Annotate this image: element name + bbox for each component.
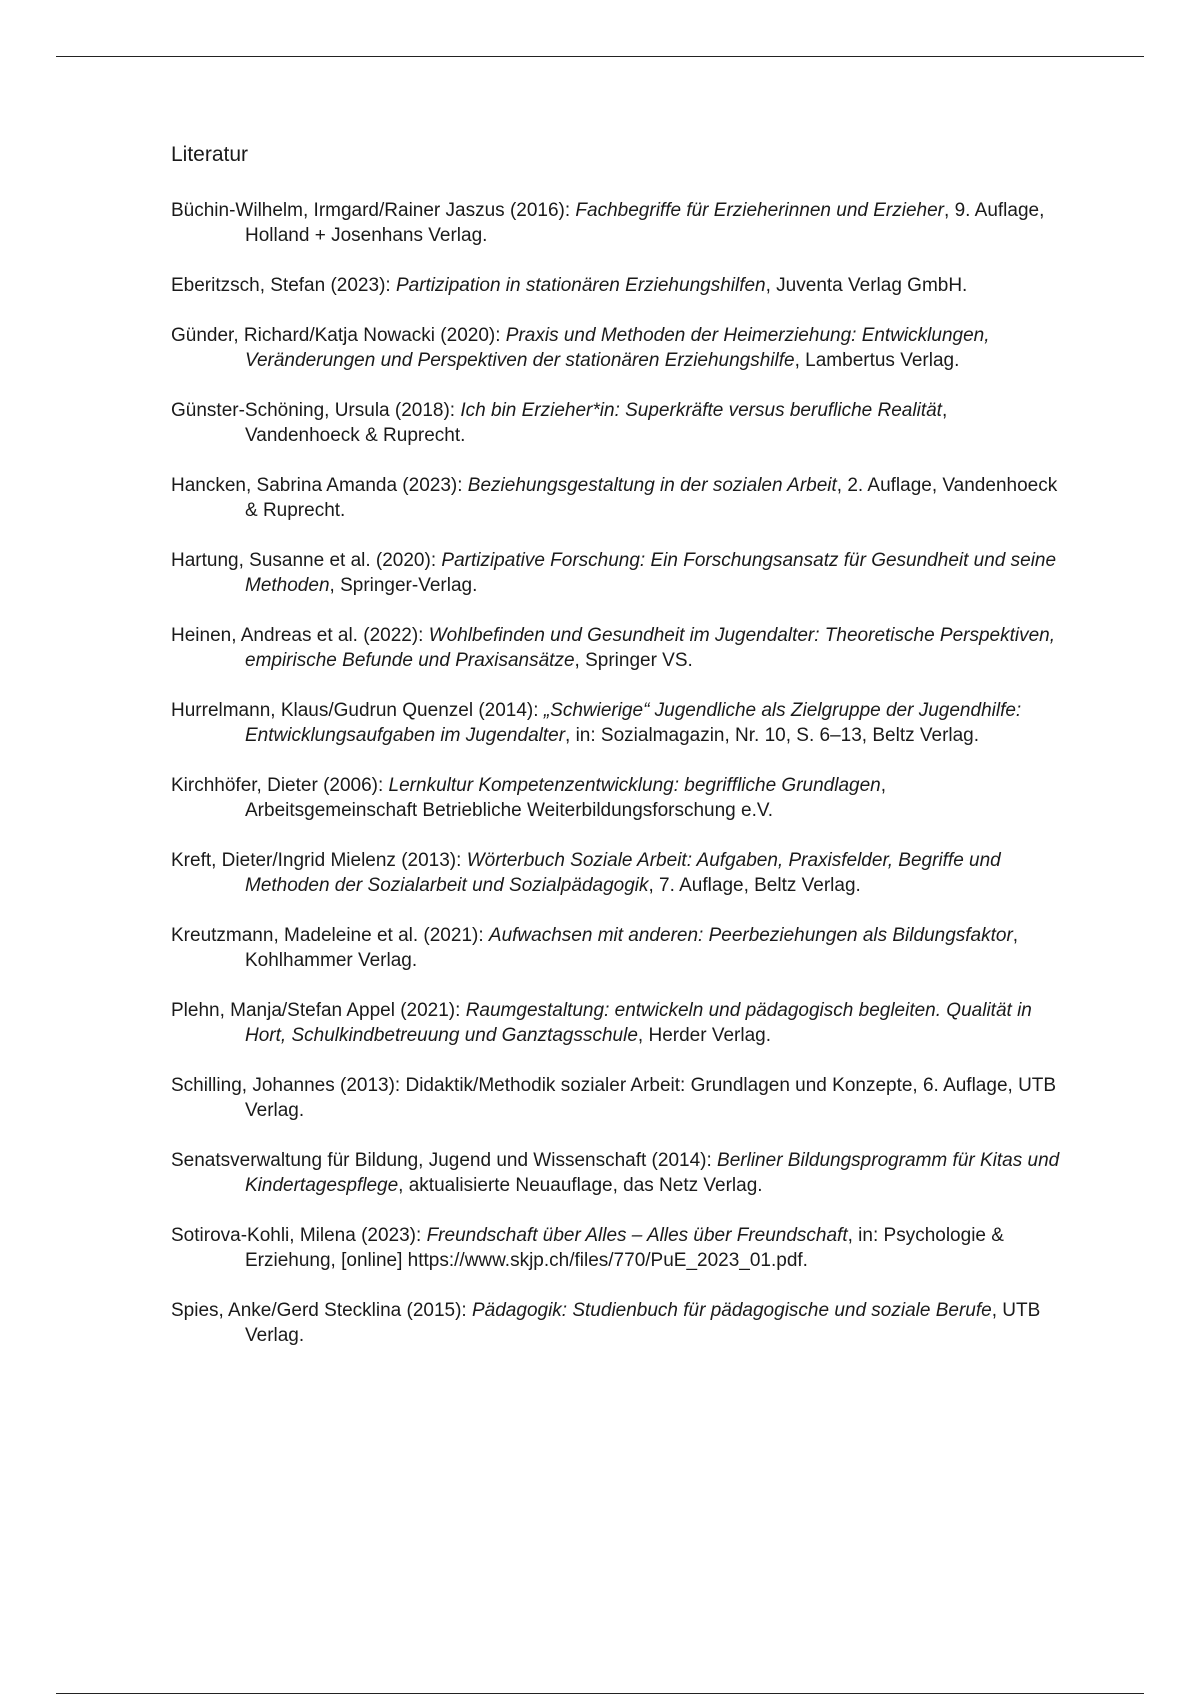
reference-author: Sotirova-Kohli, Milena (2023):: [171, 1225, 427, 1246]
reference-title: Beziehungsgestaltung in der sozialen Arbeit: [467, 475, 837, 496]
reference-details: , UTB Verlag.: [245, 1300, 1041, 1346]
reference-details: , 9. Auflage, Holland + Josenhans Verlag.: [245, 200, 1045, 246]
reference-entry: [171, 1223, 1061, 1273]
reference-title: Partizipation in stationären Erziehungshilfen: [395, 275, 766, 296]
reference-title: Praxis und Methoden der Heimerziehung: Entwicklungen, Veränderungen und Perspektiven der stationären Erziehungshilfe: [245, 325, 990, 371]
reference-details: , Lambertus Verlag.: [794, 350, 960, 371]
footer-rule: [56, 1693, 1144, 1694]
reference-title: Fachbegriffe für Erzieherinnen und Erzieher: [575, 200, 945, 221]
reference-author: Schilling, Johannes (2013): Didaktik/Methodik sozialer Arbeit: Grundlagen und Konzepte, 6. Auflage, UTB Verlag.: [171, 1075, 1057, 1121]
reference-title: Pädagogik: Studienbuch für pädagogische und soziale Berufe: [472, 1300, 992, 1321]
reference-title: Ich bin Erzieher*in: Superkräfte versus berufliche Realität: [460, 400, 942, 421]
reference-entry: [171, 848, 1061, 898]
reference-entry: [171, 398, 1061, 448]
reference-author: Heinen, Andreas et al. (2022):: [171, 625, 429, 646]
reference-list: [171, 198, 1061, 1348]
page-content: [171, 143, 1061, 1373]
reference-details: , Springer VS.: [574, 650, 693, 671]
reference-author: Kreutzmann, Madeleine et al. (2021):: [171, 925, 489, 946]
reference-entry: [171, 198, 1061, 248]
reference-title: „Schwierige“ Jugendliche als Zielgruppe der Jugendhilfe: Entwicklungsaufgaben im Jugendalter: [245, 700, 1022, 746]
reference-entry: [171, 1073, 1061, 1123]
reference-author: Hancken, Sabrina Amanda (2023):: [171, 475, 468, 496]
reference-entry: [171, 1148, 1061, 1198]
reference-author: Hurrelmann, Klaus/Gudrun Quenzel (2014):: [171, 700, 544, 721]
reference-entry: [171, 273, 1061, 298]
reference-author: Plehn, Manja/Stefan Appel (2021):: [171, 1000, 466, 1021]
reference-entry: [171, 773, 1061, 823]
reference-entry: [171, 923, 1061, 973]
reference-entry: [171, 473, 1061, 523]
reference-author: Kirchhöfer, Dieter (2006):: [171, 775, 389, 796]
reference-author: Günder, Richard/Katja Nowacki (2020):: [171, 325, 506, 346]
reference-title: Berliner Bildungsprogramm für Kitas und Kindertagespflege: [245, 1150, 1060, 1196]
reference-details: , aktualisierte Neuauflage, das Netz Verlag.: [398, 1175, 763, 1196]
reference-title: Lernkultur Kompetenzentwicklung: begriffliche Grundlagen: [388, 775, 881, 796]
reference-entry: [171, 998, 1061, 1048]
reference-details: , Vandenhoeck & Ruprecht.: [245, 400, 948, 446]
reference-entry: [171, 698, 1061, 748]
reference-details: , in: Sozialmagazin, Nr. 10, S. 6–13, Beltz Verlag.: [565, 725, 980, 746]
reference-details: , Arbeitsgemeinschaft Betriebliche Weiterbildungsforschung e.V.: [245, 775, 887, 821]
reference-details: , Juventa Verlag GmbH.: [765, 275, 968, 296]
reference-title: Freundschaft über Alles – Alles über Freundschaft: [426, 1225, 848, 1246]
reference-entry: [171, 623, 1061, 673]
reference-title: Partizipative Forschung: Ein Forschungsansatz für Gesundheit und seine Methoden: [245, 550, 1057, 596]
reference-title: Raumgestaltung: entwickeln und pädagogisch begleiten. Qualität in Hort, Schulkindbetreuung und Ganztagsschule: [245, 1000, 1032, 1046]
reference-details: , in: Psychologie & Erziehung, [online] https://www.skjp.ch/files/770/PuE_2023_01.pdf.: [245, 1225, 1004, 1271]
reference-details: , Springer-Verlag.: [329, 575, 478, 596]
reference-details: , Herder Verlag.: [637, 1025, 771, 1046]
reference-entry: [171, 1298, 1061, 1348]
reference-details: , 2. Auflage, Vandenhoeck & Ruprecht.: [245, 475, 1058, 521]
reference-details: , 7. Auflage, Beltz Verlag.: [648, 875, 861, 896]
reference-author: Eberitzsch, Stefan (2023):: [171, 275, 396, 296]
header-rule: [56, 56, 1144, 57]
reference-author: Spies, Anke/Gerd Stecklina (2015):: [171, 1300, 472, 1321]
reference-author: Büchin-Wilhelm, Irmgard/Rainer Jaszus (2016):: [171, 200, 576, 221]
reference-title: Wohlbefinden und Gesundheit im Jugendalter: Theoretische Perspektiven, empirische Befunde und Praxisansätze: [245, 625, 1056, 671]
reference-author: Senatsverwaltung für Bildung, Jugend und Wissenschaft (2014):: [171, 1150, 718, 1171]
page-title: Literatur: [171, 143, 249, 166]
reference-entry: [171, 323, 1061, 373]
reference-title: Wörterbuch Soziale Arbeit: Aufgaben, Praxisfelder, Begriffe und Methoden der Sozialarbeit und Sozialpädagogik: [245, 850, 1001, 896]
reference-details: , Kohlhammer Verlag.: [245, 925, 1019, 971]
reference-entry: [171, 548, 1061, 598]
reference-author: Kreft, Dieter/Ingrid Mielenz (2013):: [171, 850, 467, 871]
reference-author: Günster-Schöning, Ursula (2018):: [171, 400, 461, 421]
reference-author: Hartung, Susanne et al. (2020):: [171, 550, 442, 571]
reference-title: Aufwachsen mit anderen: Peerbeziehungen als Bildungsfaktor: [488, 925, 1013, 946]
